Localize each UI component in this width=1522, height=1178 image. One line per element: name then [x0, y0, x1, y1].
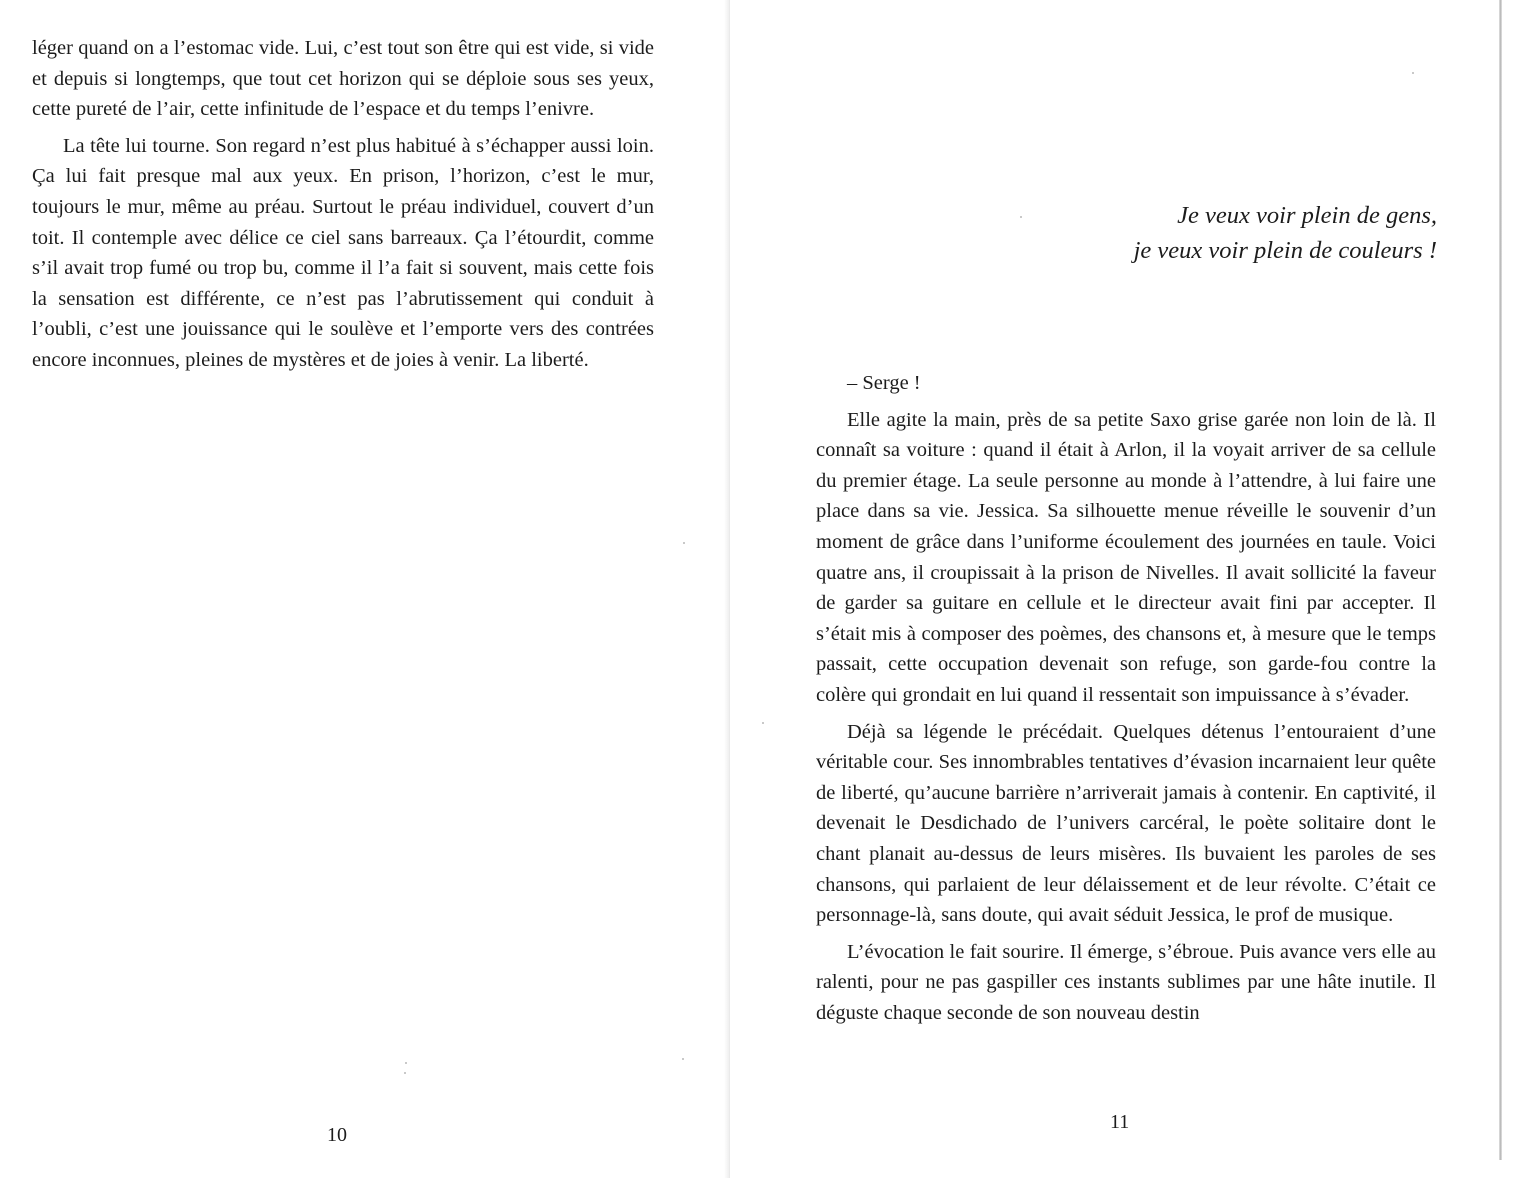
- left-page: [0, 0, 728, 1178]
- left-paragraph-1: léger quand on a l’estomac vide. Lui, c’est tout son être qui est vide, si vide et depuis si longtemps, que tout cet horizon qui se déploie sous ses yeux, cette pureté de l’air, cette infinitude de l’espace et du temps l’enivre.: [32, 37, 654, 121]
- book-right-edge: [1499, 0, 1502, 1160]
- chapter-epigraph: [877, 198, 1437, 268]
- right-page-body: [816, 368, 1436, 1028]
- right-paragraph-2: Elle agite la main, près de sa petite Saxo grise garée non loin de là. Il connaît sa voiture : quand il était à Arlon, il la voyait arriver de sa cellule du premier étage. La seule personne au monde à l’attendre, à lui faire une place dans sa vie. Jessica. Sa silhouette menue réveille le souvenir d’un moment de grâce dans l’uniforme écoulement des journées en taule. Voici quatre ans, il croupissait à la prison de Nivelles. Il avait sollicité la faveur de garder sa guitare en cellule et le directeur avait fini par accepter. Il s’était mis à composer des poèmes, des chansons et, à mesure que le temps passait, cette occupation devenait son refuge, son garde-fou contre la colère qui grondait en lui quand il ressentait son impuissance à s’évader.: [816, 408, 1436, 706]
- left-paragraph-2: La tête lui tourne. Son regard n’est plus habitué à s’échapper aussi loin. Ça lui fait presque mal aux yeux. En prison, l’horizon, c’est le mur, toujours le mur, même au préau. Surtout le préau individuel, couvert d’un toit. Il contemple avec délice ce ciel sans barreaux. Ça l’étourdit, comme s’il avait trop fumé ou trop bu, comme il l’a fait si souvent, mais cette fois la sensation est différente, ce n’est pas l’abrutissement qui conduit à l’oubli, c’est une jouissance qui le soulève et l’emporte vers des contrées encore inconnues, pleines de mystères et de joies à venir. La liberté.: [32, 134, 654, 371]
- right-paragraph-3: Déjà sa légende le précédait. Quelques détenus l’entouraient d’une véritable cour. Ses innombrables tentatives d’évasion incarnaient leur quête de liberté, qu’aucune barrière n’arriverait jamais à contenir. En captivité, il devenait le Desdichado de l’univers carcéral, le poète solitaire dont le chant planait au-dessus de leurs misères. Ils buvaient les paroles de ses chansons, qui parlaient de leur délaissement et de leur révolte. C’était ce personnage-là, sans doute, qui avait séduit Jessica, le prof de musique.: [816, 720, 1436, 927]
- scan-speck: [683, 542, 685, 544]
- right-paragraph-1: – Serge !: [847, 372, 921, 394]
- left-page-body: [32, 33, 654, 376]
- left-page-number: 10: [327, 1124, 347, 1146]
- right-page: [730, 0, 1522, 1178]
- scan-speck: [405, 1062, 407, 1064]
- scan-speck: [762, 722, 764, 724]
- right-page-number: 11: [1110, 1111, 1130, 1133]
- scan-speck: [1412, 72, 1414, 74]
- scan-speck: [404, 1072, 406, 1074]
- right-paragraph-4: L’évocation le fait sourire. Il émerge, s’ébroue. Puis avance vers elle au ralenti, pour ne pas gaspiller ces instants sublimes par une hâte inutile. Il déguste chaque seconde de son nouveau destin: [816, 940, 1436, 1024]
- scan-speck: [1020, 216, 1022, 218]
- scan-speck: [682, 1058, 684, 1060]
- epigraph-line-2: je veux voir plein de couleurs !: [1133, 237, 1437, 264]
- epigraph-line-1: Je veux voir plein de gens,: [1177, 202, 1437, 229]
